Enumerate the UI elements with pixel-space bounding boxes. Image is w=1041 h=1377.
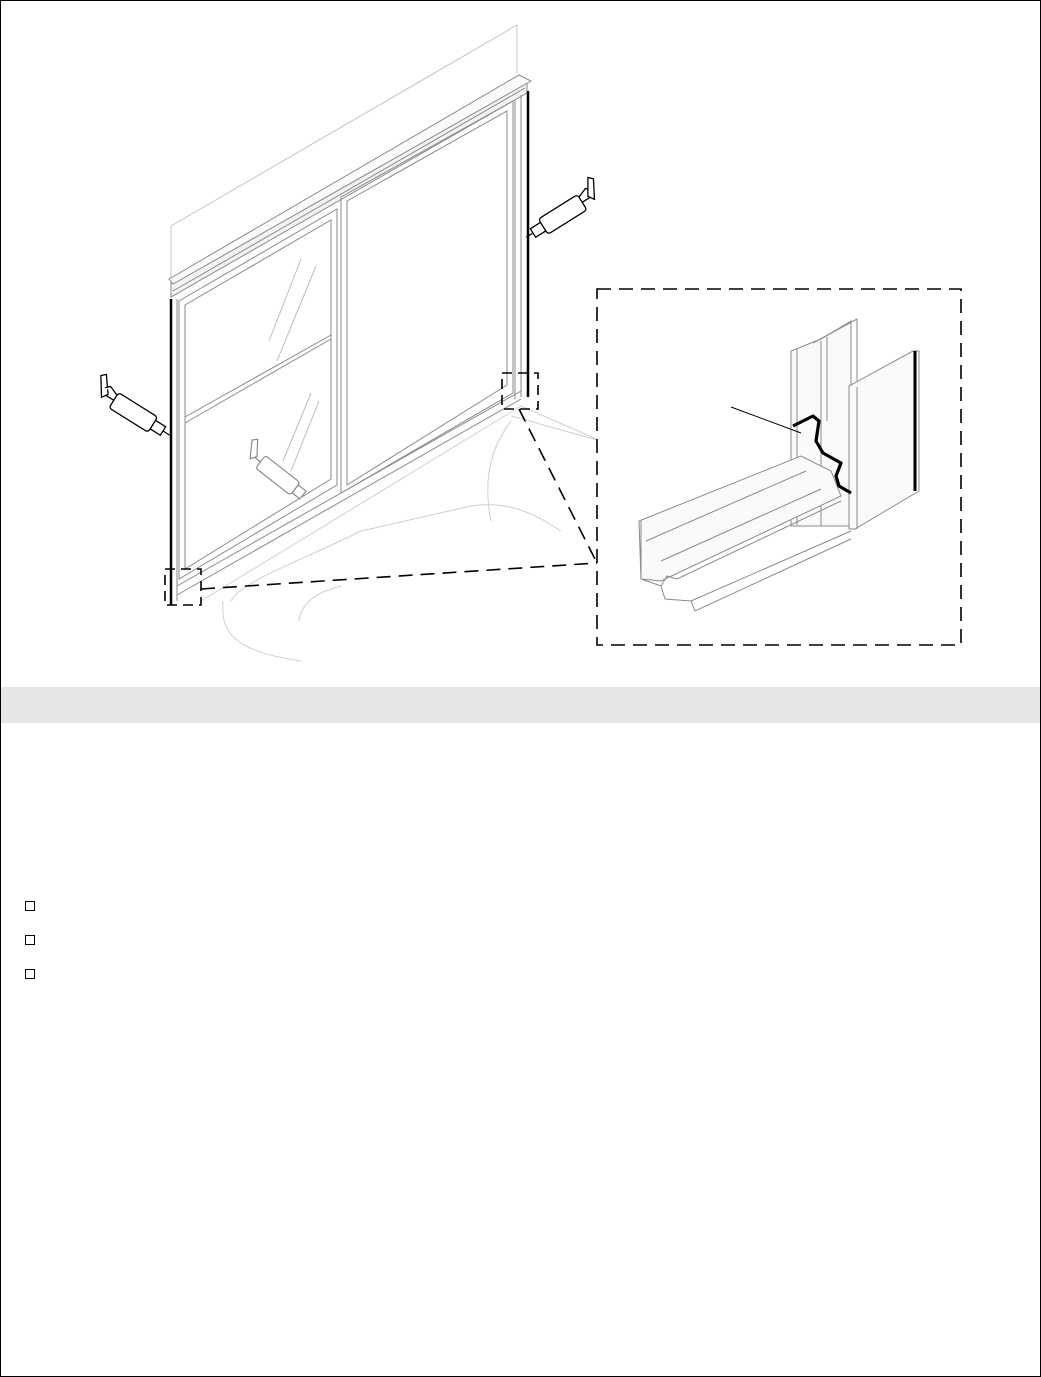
callout-leader-right <box>519 409 597 563</box>
checklist-item <box>25 933 1015 967</box>
checkbox[interactable] <box>25 901 35 911</box>
sliding-panels <box>179 101 513 579</box>
caulk-gun-icon <box>89 372 180 443</box>
instruction-checklist <box>25 899 1015 1001</box>
checklist-item <box>25 899 1015 933</box>
door-frame <box>177 95 521 601</box>
checkbox[interactable] <box>25 969 35 979</box>
caulk-gun-icon <box>517 175 606 245</box>
caulk-gun-icon <box>240 437 313 501</box>
bathtub <box>201 406 601 661</box>
checklist-item <box>25 967 1015 1001</box>
callout-leader-left <box>201 563 597 589</box>
shower-door-illustration <box>1 1 1040 687</box>
checkbox[interactable] <box>25 935 35 945</box>
installation-figure <box>1 1 1040 687</box>
header-rail <box>169 75 531 297</box>
section-header-bar <box>1 687 1040 723</box>
